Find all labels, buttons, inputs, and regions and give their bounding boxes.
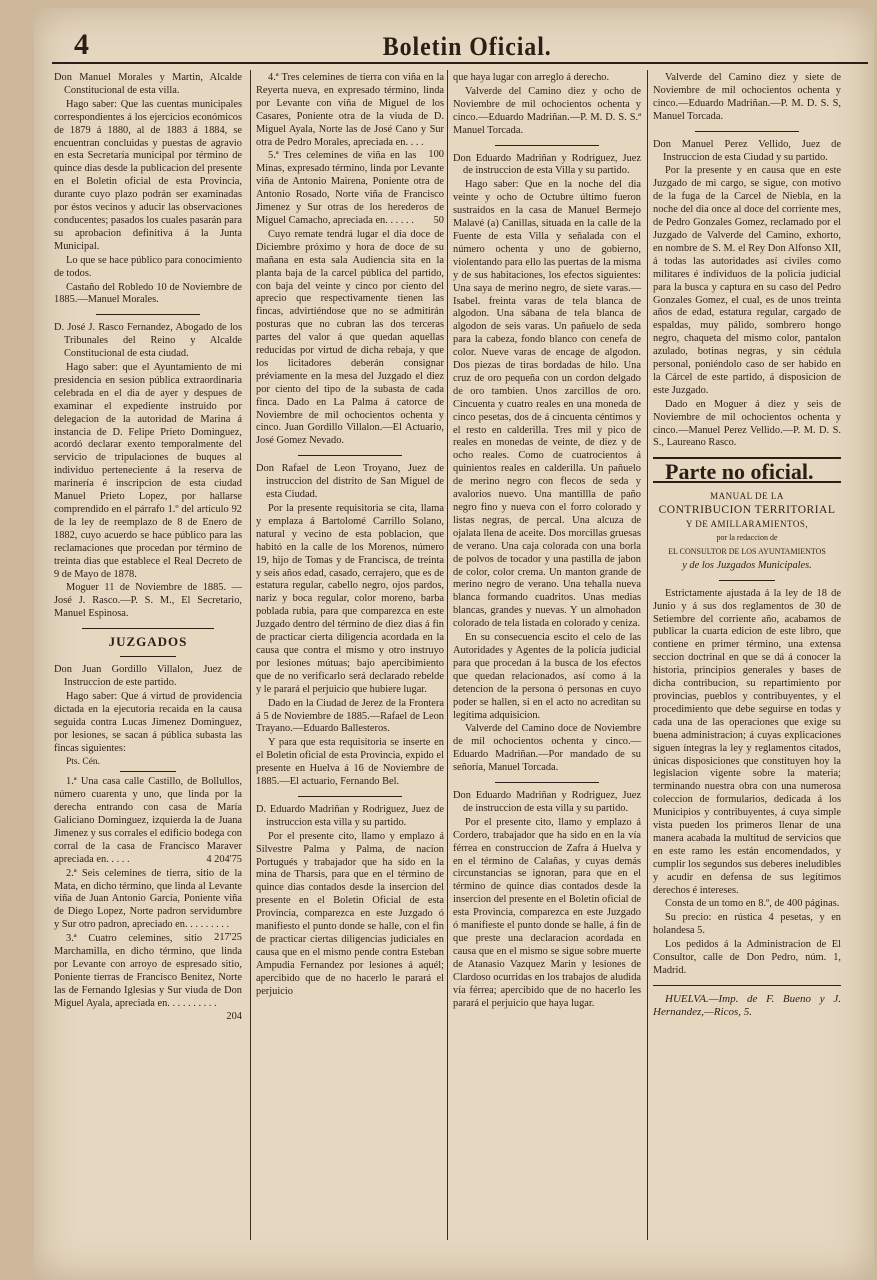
item-text: 4.ª Tres celemines de tierra con viña en la Reyerta nueva, en expresado término, linda por Levante con viña de Miguel de los Casares, Poniente otra de la viuda de D. Miguel Ayala, Norte las de José Cano y Sur otra de Pedro Morales, apreciada en. . . .: [256, 72, 444, 148]
item-value: 217'25: [214, 932, 242, 944]
manual-title-line: Y DE AMILLARAMIENTOS,: [685, 519, 809, 530]
edict-heading: Don Eduardo Madriñan y Rodriguez, Juez de instruccion de esta villa y su partido.: [453, 790, 641, 814]
edict-body: Por la presente requisitoria se cita, llama y emplaza á Bartolomé Carrillo Solano, natural y vecino de esta poblacion, que habitó en la calle de los Morenos, número 19, hijo de Tomas y de Francisca, de treinta y seis años edad, casado, cerrajero, que es de estatura regular, cabello negro, ojos pardos, nariz y boca regular, color moreno, barba poblada rubia, para que comparezca en este Juzgado dentro del término de diez dias á fin de practicar cierta diligencia acordada en la causa que contra el mismo y otro instruyo por lesiones mútuas; bajo apercibimiento que de no verificarlo será declarado rebelde y le parará el perjuicio que hubiere lugar.: [256, 503, 444, 695]
item-value: 100: [428, 149, 444, 161]
advert-body: Estrictamente ajustada á la ley de 18 de Junio y á sus dos reglamentos de 30 de Setiembre del corriente año, acabamos de publicar la cuarta edicion de este libro, que contiene en primer término, una extensa seccion doctrinal en que se dá á conocer la historia, principios generales y bases de dicha contribucion, su repartimiento por provincias, pueblos y contribuyentes, y el procedimiento que debe seguirse en todas y cada una de las operaciones que exige su buena administracion; á cuyas explicaciones siguen íntegras la ley y reglamentos citados, únicas disposiciones que constituyen hoy la legislacion vigente sobre la materia; terminando nuestra obra con una numerosa coleccion de formularios, dedicada á los Municipios y contribuyentes, á cuya simple vista pueden los primeros llenar de una manera acabada la multitud de servicios que en este ramo les están encomendados, y cumplir los segundos sus deberes ineludibles y acudir en defensa de sus legítimos derechos é intereses.: [653, 587, 841, 896]
separator-rule: [719, 580, 775, 581]
manual-title-line: y de los Juzgados Municipales.: [682, 559, 812, 571]
edict-heading: Don Manuel Perez Vellido, Juez de Instruccion de esta Ciudad y su partido.: [653, 138, 841, 163]
edict-signature: Moguer 11 de Noviembre de 1885. —José J. Rasco.—P. S. M., El Secretario, Manuel Espinosa.: [54, 582, 242, 620]
item-text: 1.ª Una casa calle Castillo, de Bollullos, número cuarenta y uno, que linda por la derecha entrando con casa de María Galiciano Dominguez, izquierda la de Juana Jimenez y sus corrales el edificio bodega con corral de la casa de Francisco Maraver apreciada en. . . . .: [54, 776, 242, 865]
edict-signature: Valverde del Camino doce de Noviembre de mil ochocientos ochenta y cinco.—Eduardo Madriñan.—Por mandado de su señoría, Manuel Torcada.: [453, 723, 641, 774]
edict-body: Hago saber: Que á virtud de providencia dictada en la ejecutoria recaida en la causa seguida contra Lucas Jimenez Dominguez, por lesiones, se sacan á pública subasta las fincas siguientes:: [54, 690, 242, 754]
edict-signature: Castaño del Robledo 10 de Noviembre de 1885.—Manuel Morales.: [54, 281, 242, 306]
edict-body: Por el presente cito, llamo y emplazo á Cordero, trabajador que ha sido en en la vía férrea en construccion de Zafra á Huelva y en el término de Calañas, y cuyas demás circunstancias se ignoran, para que en el término de quince dias contados desde la insercion del presente en el Boletin oficial de esta Provincia, comparezca en este Juzgado ó manifieste el punto donde se halle, á fin de que preste una declaracion acordada en causa que en el mismo se sigue sobre muerte de Atanasio Vazquez Marin y lesiones de Clardoso ocurridas en los trabajos de aludida vía férrea; apercibido que de no hacerlo les parará el perjuicio que haya lugar.: [453, 816, 641, 1009]
separator-rule: [96, 314, 199, 315]
edict-body: Hago saber: Que en la noche del dia veinte y ocho de Octubre último fueron sustraidos en la casa de Manuel Bermejo Malavé (a) Canillas, situada en la calle de la Fuente de esta Villa y señalada con el número ochenta y uno de gobierno, violentando para ello las puertas de la misma y de sus habitaciones, los efectos siguientes: Una saya de merino negro, de siete varas.—Isabel. freinta varas de tela blanca de algodon. Una sábana de tela blanca de algodon de seis varas. Un pañuelo de seda para la cabeza, fondo blanco con cenefa de color. Nueve varas de encage de algodon. Dos piezas de tiras bordadas de hilo. Una cruz de oro pequeña con un cordon delgado de oro tambien. Unos zarcillos de oro. Cincuenta y cuatro reales en una moneda de cinco pesetas, dos de á cincuenta céntimos y el resto en calderilla. Tres mil y pico de reales en monedas de veinte, de diez y de ocho reales. Como de cuatrocientos á quinientos reales en calderilla. Un pañuelo de merino negro con flecos de seda y avalorios nuevo. Una mantillla de paño negro fino y nueva con el forro colorado y listas negras, de percal. Una alcuza de ojalata llena de aceite. Dos morcillas gruesas de verano. Una caja colorada con una borla de polvos de tocador y una pastilla de jabon de color, color crema. Un manton grande de merino negro de verano. Una tehalla nueva blanca formando cuadritos. Unas medias blancas, grandes y nuevas. Y un almohadon colorado de tela listada en colorado y ceniza.: [453, 179, 641, 630]
edict-body: que haya lugar con arreglo á derecho.: [453, 72, 610, 83]
edict-body: Hago saber: que el Ayuntamiento de mi presidencia en sesion pública extraordinaria celebrada en el dia de ayer y despues de examinar el expediente instruido por delegacion de la autoridad de Marina á instancia de D. Felipe Prieto Dominguez, acordó declarar exento temporalmente del servicio de tripulaciones de buques al individuo perteneciente á la reserva de marinería é inscripcion de esta ciudad Manuel Prieto Lopez, por hallarse comprendido en el párrafo 1.º del artículo 92 de la ley de reemplazo de 8 de Enero de 1882, cuyo acuerdo se hace público para las reclamaciones que procedan por término de treinta dias que establece el Real Decreto de 9 de Mayo de 1878.: [54, 362, 242, 580]
section-heading: JUZGADOS: [108, 634, 188, 650]
edict-signature: Dado en Moguer á diez y seis de Noviembre de mil ochocientos ochenta y cinco.—Manuel Perez Vellido.—P. M. D. S. S., Laureano Rasco.: [653, 398, 841, 449]
manual-title-line: CONTRIBUCION TERRITORIAL: [658, 504, 836, 517]
property-item: [54, 776, 242, 866]
column-4: [653, 72, 841, 1020]
edict-body: Y para que esta requisitoria se inserte en el Boletin oficial de esta Provincia, expido el presente en Huelva á 16 de Noviembre de 1885.—El actuario, Fernando Bel.: [256, 737, 444, 788]
separator-rule: [120, 771, 176, 772]
column-rule: [447, 70, 448, 1240]
manual-title-line: EL CONSULTOR DE LOS AYUNTAMIENTOS: [668, 546, 826, 556]
item-text: 2.ª Seis celemines de tierra, sitio de la Mata, en dicho término, que linda al Levante viña de Juan Antonio García, Poniente viña de Diego Lopez, Norte padron servidumbre y Sur otro padron, apreciado en. . . . . . . . .: [54, 867, 242, 931]
property-item: [256, 72, 444, 161]
column-1: [54, 72, 242, 1024]
advert-body: Consta de un tomo en 8.º, de 400 páginas.: [665, 898, 840, 910]
edict-body: Por el presente cito, llamo y emplazo á Silvestre Palma y Palma, de nacion Portugués y trabajador que ha sido en la mina de Tharsis, para que en el término de quince dias contados desde la insercion del presente en el Boletin Oficial de esta Provincia, comparezca en este Juzgado ó manifiesto el punto donde se halle, con el fin de practicar ciertas diligencias judiciales en causa que en el mismo pende contra Esteban Ampudia Fernandez por lesiones á aquél; apercibido que de no hacerlo le parará el perjuicio: [256, 830, 444, 997]
edict-body: Dado en la Ciudad de Jerez de la Frontera á 5 de Noviembre de 1885.—Rafael de Leon Trayano.—Eduardo Ballesteros.: [256, 697, 444, 735]
advert-body: Su precio: en rústica 4 pesetas, y en holandesa 5.: [653, 912, 841, 937]
edict-body: Por la presente y en causa que en este Juzgado de mi cargo, se sigue, con motivo de la fuga de la Carcel de Niebla, en la noche del dia once al doce del corriente mes, de Pedro Gonzales Gomez, reclamado por el Juzgado de Valverde del Camino, exhorto, en nombre de S. M. el Rey Don Alfonso XII, á todas las autoridades así civiles como militares é individuos de la policía judicial para la busca y captura en su caso del Pedro Gonzales Gomez, el cual, es de unos treinta años de edad, estatura regular, cargado de espaldas, muy pálido, sombrero hongo negro, chaqueta del mismo color, pantalon azulado, botinas negras, y sin cédula personal, poniéndolo caso de ser habido en la Cárcel de este partido, á disposicion de este Juzgado.: [653, 165, 841, 396]
advert-body: Los pedidos á la Administracion de El Consultor, calle de Don Pedro, núm. 1, Madrid.: [653, 939, 841, 976]
column-2: [256, 72, 444, 1000]
item-value: 204: [226, 1010, 242, 1022]
edict-body: En su consecuencia escito el celo de las Autoridades y Agentes de la policía judicial para que procedan á la busca de los efectos que quedan relacionados, así como á la detencion de la persona ó personas en cuyo poder se hallen, si en el acto no acreditan su legítima adquisicion.: [453, 632, 641, 721]
page-number: 4: [74, 28, 89, 61]
item-value: 50: [433, 214, 444, 226]
separator-rule: [495, 145, 598, 146]
property-item: [256, 150, 444, 227]
column-rule: [647, 70, 648, 1240]
separator-rule: [82, 628, 214, 629]
printer-imprint: HUELVA.—Imp. de F. Bueno y J. Hernandez,—Ricos, 5.: [653, 992, 841, 1018]
edict-heading: Don Juan Gordillo Villalon, Juez de Instruccion de este partido.: [54, 664, 242, 688]
separator-rule: [298, 796, 401, 797]
edict-body: Hago saber: Que las cuentas municipales correspondientes á los ejercicios económicos de 1879 á 1880, al de 1883 á 1884, se encuentran concluidas y puestas de agravio en esta Secretaría municipal por término de quince dias desde la publicacion del presente en el Boletin oficial de esta Provincia, durante cuyo plazo podrán ser examinadas por éstos vecinos y aducir las observaciones conducentes; pasados los cuales pasarán para su aprobacion definitiva á la Junta Municipal.: [54, 98, 242, 252]
edict-signature: Valverde del Camino diez y siete de Noviembre de mil ochocientos ochenta y cinco.—Eduardo Madriñan.—P. M. D. S. S, Manuel Torcada.: [653, 72, 841, 122]
edict-heading: Don Eduardo Madriñan y Rodriguez, Juez de instruccion de esta Villa y su partido.: [453, 152, 641, 177]
separator-rule: [298, 455, 401, 456]
separator-rule: [695, 131, 798, 132]
separator-rule: [495, 782, 598, 783]
edict-body: Cuyo remate tendrá lugar el dia doce de Diciembre próximo y hora de doce de su mañana en esta sala Audiencia sita en la planta baja de la carcel pública del partido, con baja del veinte y cinco por ciento del aprecio que respectivamente tienen las fincas, advirtiéndose que no se admitirán posturas que no cubran las dos terceras partes del valor á que quedan aquellas reducidas por virtud de dicha rebaja, y que los licitadores deberán consignar préviamente en la mesa del Juzgado el diez por ciento del tipo de la subasta de cada finca. Dado en La Palma á catorce de Noviembre de mil ochocientos ochenta y cinco. Juan Gordillo Villalon.—El Actuario, José Gomez Nevado.: [256, 228, 444, 447]
column-rule: [250, 70, 251, 1240]
manual-title-line: MANUAL DE LA: [710, 491, 784, 502]
column-3: [453, 72, 641, 1011]
item-text: 3.ª Cuatro celemines, sitio Marchamilla, en dicho término, que linda por Levante con arroyo de espresado sitio, Poniente tierras de Francisco Benitez, Norte las de Fernando Iglesias y Sur viuda de Don Miguel Ayala, apreciada en. . . . . . . . . .: [54, 933, 242, 1009]
edict-heading: Don Rafael de Leon Troyano, Juez de instruccion del distrito de San Miguel de esta Ciudad.: [256, 463, 444, 501]
manual-title-line: por la redaccion de: [716, 533, 778, 542]
edict-signature: Valverde del Camino diez y ocho de Noviembre de mil ochocientos ochenta y cinco.—Eduardo Madriñan.—P. M. D. S. S.ª Manuel Torcada.: [453, 85, 641, 136]
edict-body: Lo que se hace público para conocimiento de todos.: [54, 254, 242, 279]
edict-heading: Don Manuel Morales y Martin, Alcalde Constitucional de esta villa.: [54, 72, 242, 96]
edict-heading: D. Eduardo Madriñan y Rodriguez, Juez de instruccion esta villa y su partido.: [256, 803, 444, 828]
price-column-header: Pts. Cén.: [66, 757, 101, 768]
section-title: Parte no oficial.: [665, 459, 814, 485]
header-rule: [52, 62, 868, 64]
item-text: 5.ª Tres celemines de viña en las Minas, expresado término, linda por Levante viña de Antonio Mairena, Poniente otra de Antonio Rosado, Norte viña de Francisco Jimenez y Sur otras de los herederos de Miguel Camacho, apreciada en. . . . . .: [256, 150, 444, 226]
separator-rule: [120, 656, 176, 657]
item-value: 4 204'75: [206, 853, 242, 865]
edict-heading: D. José J. Rasco Fernandez, Abogado de los Tribunales del Reino y Alcalde Constitucional de esta ciudad.: [54, 322, 242, 360]
masthead-title: Boletin Oficial.: [382, 32, 552, 61]
separator-rule: [653, 985, 841, 986]
property-item: [54, 867, 242, 944]
